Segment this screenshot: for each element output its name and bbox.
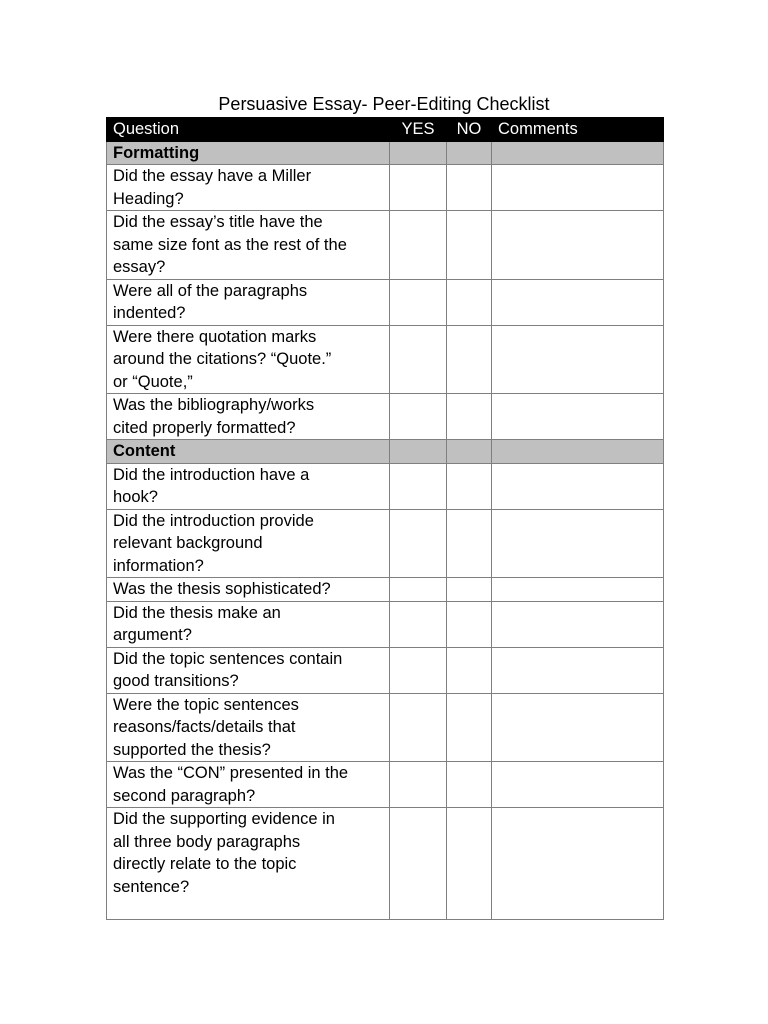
table-row <box>107 463 664 509</box>
question-line: supported the thesis? <box>113 740 271 759</box>
no-cell[interactable] <box>447 279 492 325</box>
yes-cell[interactable] <box>390 578 447 602</box>
question-cell <box>107 647 390 693</box>
table-row <box>107 647 664 693</box>
table-row <box>107 693 664 762</box>
question-line: Did the introduction provide <box>113 511 314 530</box>
question-line: reasons/facts/details that <box>113 718 296 736</box>
no-cell[interactable] <box>447 647 492 693</box>
section-row-formatting <box>107 141 664 165</box>
section-empty-cell <box>447 141 492 165</box>
question-cell <box>107 394 390 440</box>
yes-cell[interactable] <box>390 509 447 578</box>
question-line: Did the essay’s title have the <box>113 213 323 231</box>
no-cell[interactable] <box>447 578 492 602</box>
no-cell[interactable] <box>447 165 492 211</box>
yes-cell[interactable] <box>390 601 447 647</box>
table-row <box>107 325 664 394</box>
question-line: Was the bibliography/works <box>113 396 315 414</box>
question-line: argument? <box>113 626 192 644</box>
table-row <box>107 808 664 920</box>
question-line: around the citations? “Quote.” <box>113 350 332 368</box>
question-cell <box>107 808 390 920</box>
yes-cell[interactable] <box>390 211 447 280</box>
question-cell <box>107 325 390 394</box>
question-line: Were all of the paragraphs <box>113 281 308 300</box>
header-no: NO <box>447 118 492 142</box>
no-cell[interactable] <box>447 463 492 509</box>
no-cell[interactable] <box>447 325 492 394</box>
question-line: directly relate to the topic <box>113 855 297 873</box>
question-cell <box>107 463 390 509</box>
question-line: Heading? <box>113 189 184 208</box>
page-title: Persuasive Essay- Peer-Editing Checklist <box>218 94 550 114</box>
no-cell[interactable] <box>447 808 492 920</box>
no-cell[interactable] <box>447 693 492 762</box>
no-cell[interactable] <box>447 762 492 808</box>
comments-cell[interactable] <box>492 279 664 325</box>
yes-cell[interactable] <box>390 808 447 920</box>
comments-cell[interactable] <box>492 325 664 394</box>
table-row <box>107 211 664 280</box>
yes-cell[interactable] <box>390 647 447 693</box>
question-line: Was the thesis sophisticated? <box>113 580 331 598</box>
question-cell <box>107 279 390 325</box>
table-row <box>107 509 664 578</box>
question-line: Did the thesis make an <box>113 603 281 622</box>
question-cell <box>107 601 390 647</box>
table-header-row <box>107 118 664 142</box>
checklist-body <box>107 141 664 920</box>
question-line: all three body paragraphs <box>113 832 301 851</box>
question-cell <box>107 693 390 762</box>
question-line: or “Quote,” <box>113 372 193 391</box>
no-cell[interactable] <box>447 211 492 280</box>
table-row <box>107 165 664 211</box>
comments-cell[interactable] <box>492 165 664 211</box>
comments-cell[interactable] <box>492 463 664 509</box>
question-line: Did the essay have a Miller <box>113 167 312 185</box>
comments-cell[interactable] <box>492 762 664 808</box>
no-cell[interactable] <box>447 394 492 440</box>
comments-cell[interactable] <box>492 394 664 440</box>
question-cell <box>107 509 390 578</box>
question-line: Did the topic sentences contain <box>113 649 343 668</box>
header-comments: Comments <box>492 118 664 142</box>
question-line: information? <box>113 556 204 575</box>
comments-cell[interactable] <box>492 211 664 280</box>
peer-editing-checklist-table <box>106 117 664 920</box>
section-empty-cell <box>390 440 447 464</box>
yes-cell[interactable] <box>390 394 447 440</box>
section-heading: Content <box>107 440 390 464</box>
comments-cell[interactable] <box>492 509 664 578</box>
comments-cell[interactable] <box>492 601 664 647</box>
question-line: Did the supporting evidence in <box>113 810 335 828</box>
yes-cell[interactable] <box>390 165 447 211</box>
question-line: second paragraph? <box>113 786 256 805</box>
header-question: Question <box>107 118 390 142</box>
yes-cell[interactable] <box>390 693 447 762</box>
yes-cell[interactable] <box>390 279 447 325</box>
question-cell <box>107 165 390 211</box>
question-line: Were the topic sentences <box>113 695 299 714</box>
comments-cell[interactable] <box>492 578 664 602</box>
header-yes: YES <box>390 118 447 142</box>
section-empty-cell <box>492 141 664 165</box>
table-row <box>107 601 664 647</box>
question-line: Did the introduction have a <box>113 465 310 484</box>
question-line: essay? <box>113 258 166 276</box>
yes-cell[interactable] <box>390 463 447 509</box>
table-row <box>107 394 664 440</box>
question-line: indented? <box>113 304 186 322</box>
yes-cell[interactable] <box>390 325 447 394</box>
no-cell[interactable] <box>447 601 492 647</box>
question-line: same size font as the rest of the <box>113 235 347 254</box>
table-row <box>107 578 664 602</box>
question-line: Was the “CON” presented in the <box>113 764 349 782</box>
no-cell[interactable] <box>447 509 492 578</box>
question-line: Were there quotation marks <box>113 327 317 346</box>
section-row-content <box>107 440 664 464</box>
question-cell <box>107 762 390 808</box>
question-line: sentence? <box>113 877 190 896</box>
section-empty-cell <box>492 440 664 464</box>
question-cell <box>107 578 390 602</box>
table-row <box>107 279 664 325</box>
comments-cell[interactable] <box>492 647 664 693</box>
question-line: hook? <box>113 488 158 506</box>
question-cell <box>107 211 390 280</box>
comments-cell[interactable] <box>492 808 664 920</box>
table-row <box>107 762 664 808</box>
question-line: relevant background <box>113 534 263 552</box>
comments-cell[interactable] <box>492 693 664 762</box>
section-heading: Formatting <box>107 141 390 165</box>
section-empty-cell <box>390 141 447 165</box>
question-line: cited properly formatted? <box>113 418 296 437</box>
yes-cell[interactable] <box>390 762 447 808</box>
question-line: good transitions? <box>113 672 239 690</box>
section-empty-cell <box>447 440 492 464</box>
